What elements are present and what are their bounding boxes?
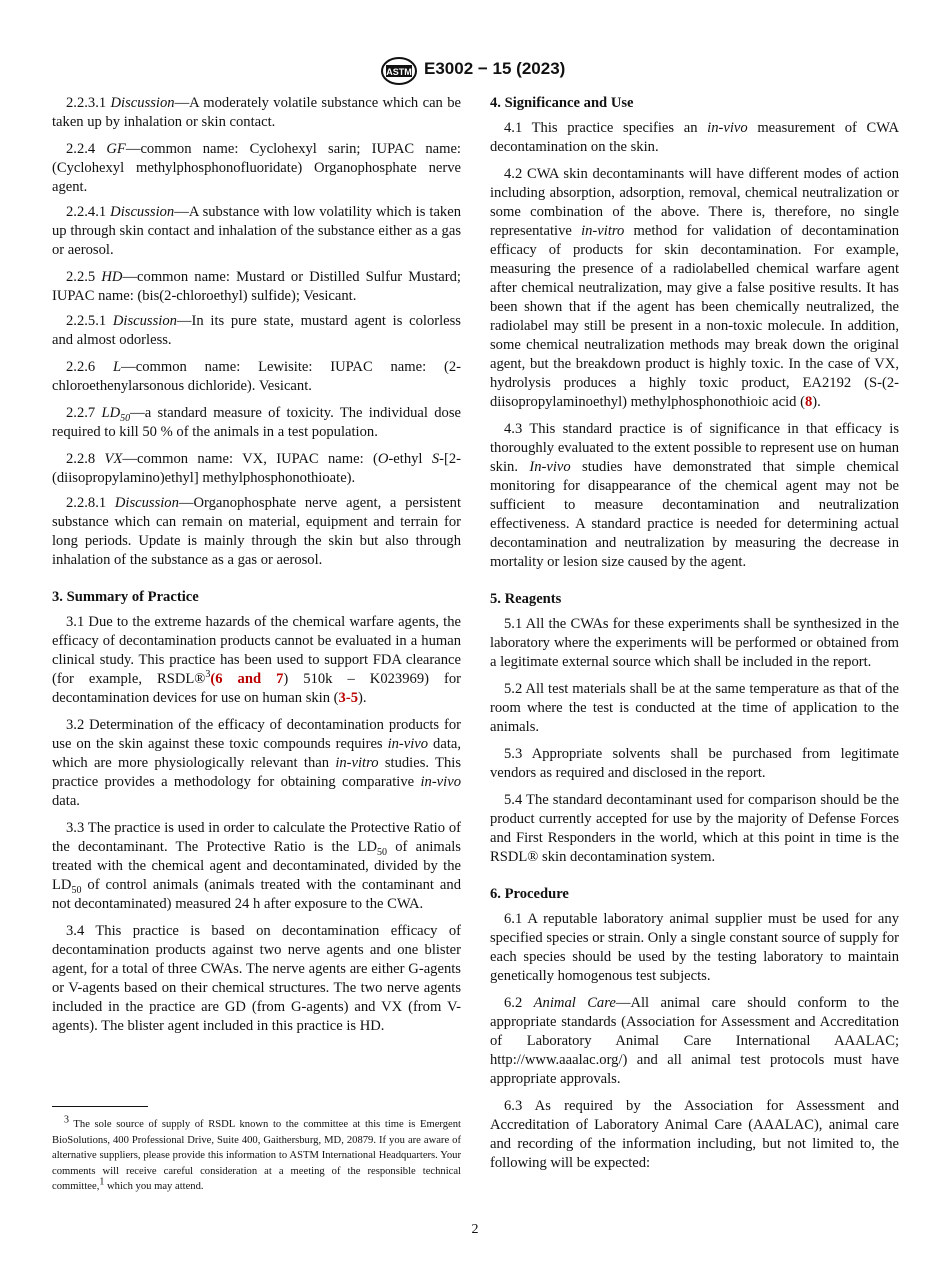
para-4-3: 4.3 This standard practice is of significance in that efficacy is thoroughly evaluated to the extent possible to represent use on human skin. In-vivo studies have demonstrated that simple chemical monitoring for disappearance of the chemical agent may not be sufficient to measure decontamination and neutralization effectiveness. A standard practice is needed for determining actual decontamination and neutralization by measuring the decrease in mortality or lesion size caused by the agent.: [490, 421, 899, 570]
para-2-2-4: 2.2.4 GF—common name: Cyclohexyl sarin; IUPAC name: (Cyclohexyl methylphosphonofluoridate) Organophosphate nerve agent.: [52, 141, 461, 195]
para-3-3: 3.3 The practice is used in order to calculate the Protective Ratio of the decontaminant. The Protective Ratio is the $LD_{50}$ of animals treated with the chemical agent and decontaminated, divided by the $LD_{50}$ of control animals (animals treated with the contaminant and not decontaminated) measured 24 h after exposure to the CWA.: [52, 820, 461, 912]
right-column: [490, 94, 899, 1179]
para-4-1: 4.1 This practice specifies an in-vivo measurement of CWA decontamination on the skin.: [490, 120, 899, 155]
reference-link[interactable]: 3-5: [338, 690, 358, 706]
para-2-2-8: 2.2.8 VX—common name: VX, IUPAC name: (O-ethyl S-[2-(diisopropylamino)ethyl] methylphosphonothioate).: [52, 451, 461, 486]
section-5-heading: 5. Reagents: [490, 591, 562, 607]
astm-logo-icon: [380, 56, 418, 86]
section-6-heading: 6. Procedure: [490, 886, 569, 902]
footnote-divider: [52, 1106, 148, 1107]
section-4-heading: 4. Significance and Use: [490, 95, 634, 111]
para-4-2: 4.2 CWA skin decontaminants will have different modes of action including absorption, adsorption, removal, chemical neutralization or some combination of the above. There is, therefore, no single representative in-vitro method for validation of decontamination efficacy of products for skin decontamination. For example, measuring the presence of a radiolabelled chemical warfare agent after chemical neutralization, may give a false positive results. It has been shown that if the agent has been chemically neutralized, the radiolabel may still be present in a non-toxic molecule. In addition, some chemical neutralization methods may break down the original agent, but the breakdown product is highly toxic. In the case of VX, hydrolysis produces a highly toxic product, EA2192 (S-(2-diisopropylaminoethyl) methylphosphonothioic acid (8).: [490, 166, 900, 410]
document-id: E3002 − 15 (2023): [424, 59, 566, 78]
para-6-3: 6.3 As required by the Association for Assessment and Accreditation of Laboratory Animal Care (AAALAC), animal care and recording of the information including, but not limited to, the following will be expected:: [490, 1098, 899, 1171]
page-header: [0, 56, 950, 88]
para-5-4: 5.4 The standard decontaminant used for comparison should be the product currently accepted for use by the majority of Defense Forces and First Responders in the world, which at this point in time is the RSDL® skin decontamination system.: [490, 792, 899, 865]
reference-link[interactable]: (6 and 7: [210, 671, 284, 687]
para-6-2: 6.2 Animal Care—All animal care should conform to the appropriate standards (Association for Assessment and Accreditation of Laboratory Animal Care International AAALAC; http://www.aaalac.org/) and all animal test protocols must have appropriate approvals.: [490, 995, 899, 1087]
section-3-heading: 3. Summary of Practice: [52, 589, 199, 605]
para-2-2-3-1: 2.2.3.1 Discussion—A moderately volatile substance which can be taken up by inhalation or skin contact.: [52, 95, 461, 130]
left-column: [52, 94, 461, 1042]
para-2-2-5: 2.2.5 HD—common name: Mustard or Distilled Sulfur Mustard; IUPAC name: (bis(2-chloroethyl) sulfide); Vesicant.: [52, 269, 461, 304]
para-3-4: 3.4 This practice is based on decontamination efficacy of decontamination products against two nerve agents and one blister agent, for a total of three CWAs. The nerve agents are either G-agents or V-agents based on their chemical structures. The two nerve agents included in the practice are GD (from G-agents) and VX (from V-agents). The blister agent included in this practice is HD.: [52, 923, 461, 1034]
para-3-1: 3.1 Due to the extreme hazards of the chemical warfare agents, the efficacy of decontamination products cannot be evaluated in a human clinical study. This practice has been used to support FDA clearance (for example, RSDL®$^3$(6 and 7) 510k – K023969) for decontamination devices for use on human skin (3-5).: [52, 614, 462, 706]
page-number: 2: [471, 1222, 479, 1237]
para-3-2: 3.2 Determination of the efficacy of decontamination products for use on the skin against these toxic compounds requires in-vivo data, which are more physiologically relevant than in-vitro studies. This practice provides a methodology for obtaining comparative in-vivo data.: [52, 717, 461, 809]
para-5-1: 5.1 All the CWAs for these experiments shall be synthesized in the laboratory where the experiments will be performed or obtained from a legitimate external source which shall be included in the report.: [490, 616, 899, 670]
para-2-2-6: 2.2.6 L—common name: Lewisite: IUPAC name: (2-chloroethenylarsonous dichloride). Vesicant.: [52, 359, 461, 394]
reference-link[interactable]: 8: [804, 394, 813, 410]
para-6-1: 6.1 A reputable laboratory animal supplier must be used for any specified species or strain. Only a single constant source of supply for each species should be used by the testing laboratory to maintain genetically homogenous test subjects.: [490, 911, 899, 984]
para-2-2-7: 2.2.7 $LD_{50}—a$ standard measure of toxicity. The individual dose required to kill 50 % of the animals in a test population.: [52, 405, 461, 440]
footnote: $^3$ The sole source of supply of RSDL known to the committee at this time is Emergent BioSolutions, 400 Professional Drive, Suite 400, Gaithersburg, MD, 20879. If you are aware of alternative suppliers, please provide this information to ASTM International Headquarters. Your comments will receive careful consideration at a meeting of the responsible technical committee,$^1$ which you may attend.: [52, 1114, 461, 1192]
para-5-3: 5.3 Appropriate solvents shall be purchased from legitimate vendors as required and disclosed in the report.: [490, 746, 899, 781]
svg-text:ASTM: ASTM: [386, 67, 412, 77]
para-2-2-4-1: 2.2.4.1 Discussion—A substance with low volatility which is taken up through skin contact and inhalation of the substance either as a gas or aerosol.: [52, 204, 461, 258]
para-2-2-8-1: 2.2.8.1 Discussion—Organophosphate nerve agent, a persistent substance which can remain on material, equipment and terrain for long periods. Update is mainly through the skin but also through inhalation of the substance as a gas or aerosol.: [52, 495, 462, 568]
para-5-2: 5.2 All test materials shall be at the same temperature as that of the room where the test is conducted at the time of application to the animals.: [490, 681, 899, 735]
para-2-2-5-1: 2.2.5.1 Discussion—In its pure state, mustard agent is colorless and almost odorless.: [52, 313, 461, 348]
